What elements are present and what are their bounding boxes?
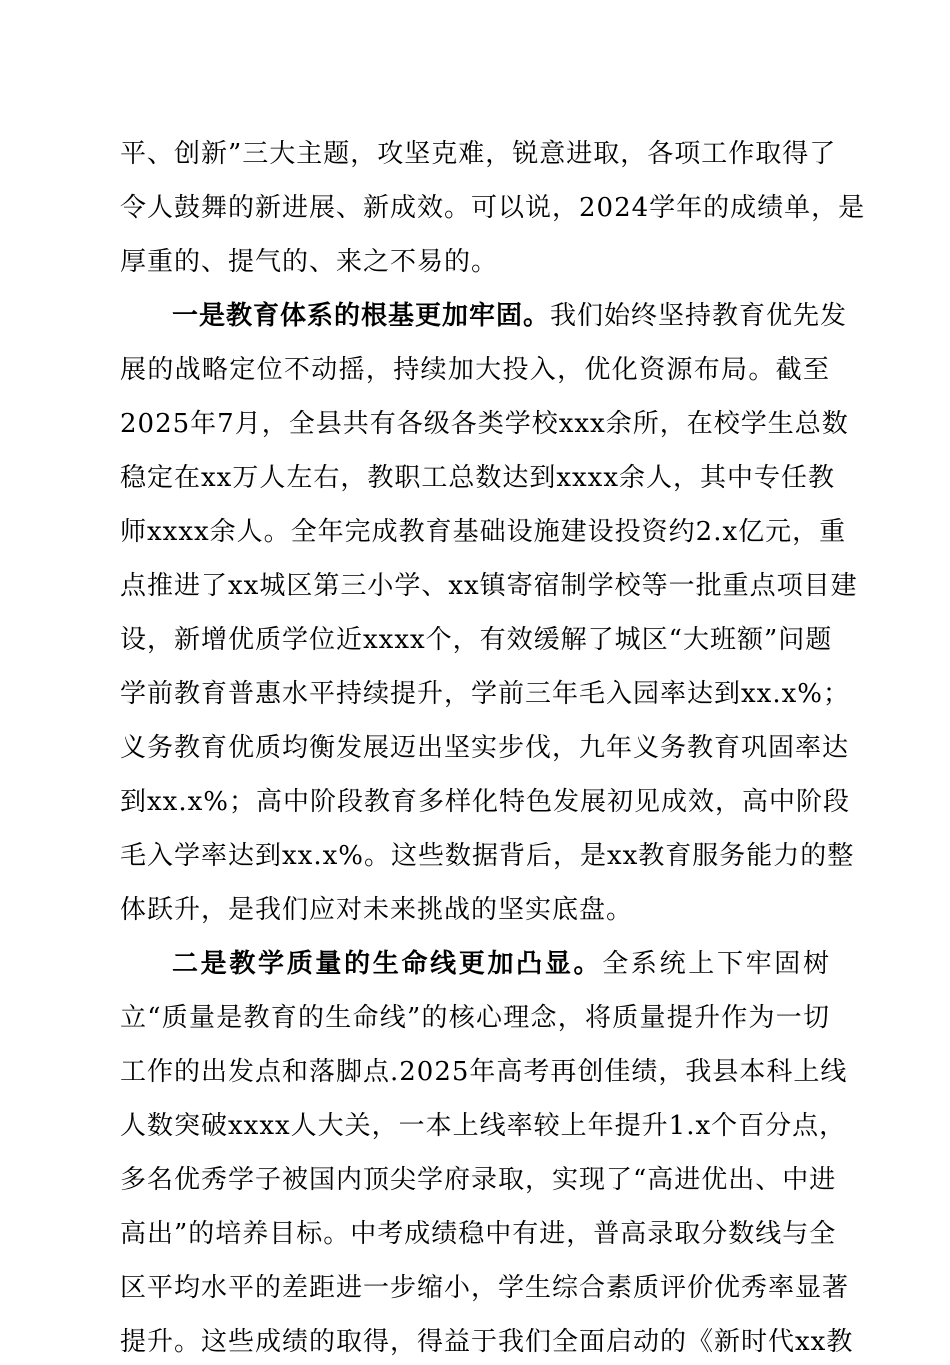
text-line <box>0 563 950 609</box>
line-text: 体跃升，是我们应对未来挑战的坚实底盘。 <box>120 895 634 925</box>
text-line <box>0 347 950 393</box>
line-text: 高出”的培养目标。中考成绩稳中有进，普高录取分数线与全 <box>120 1219 837 1249</box>
line-text: 师xxxx余人。全年完成教育基础设施建设投资约2.x亿元，重 <box>120 517 847 547</box>
text-line <box>0 1265 950 1311</box>
paragraph-first-line-text <box>172 293 848 339</box>
line-text: 点推进了xx城区第三小学、xx镇寄宿制学校等一批重点项目建 <box>120 571 858 601</box>
line-text: 提升。这些成绩的取得，得益于我们全面启动的《新时代xx教 <box>120 1327 854 1357</box>
text-line <box>0 887 950 933</box>
text-line <box>0 725 950 771</box>
line-text: 厚重的、提气的、来之不易的。 <box>120 247 499 277</box>
text-line <box>0 131 950 177</box>
text-line <box>0 1211 950 1257</box>
line-text: 毛入学率达到xx.x%。这些数据背后，是xx教育服务能力的整 <box>120 841 855 871</box>
text-line <box>0 185 950 231</box>
paragraph-first-line <box>0 941 950 987</box>
text-line <box>0 779 950 825</box>
text-line <box>0 1157 950 1203</box>
line-text: 工作的出发点和落脚点.2025年高考再创佳绩，我县本科上线 <box>120 1057 848 1087</box>
text-line <box>0 509 950 555</box>
line-text: 2025年7月，全县共有各级各类学校xxx余所，在校学生总数 <box>120 409 849 439</box>
text-line <box>0 239 950 285</box>
line-text: 平、创新”三大主题，攻坚克难，锐意进取，各项工作取得了 <box>120 139 837 169</box>
line-text: 设，新增优质学位近xxxx个，有效缓解了城区“大班额”问题 <box>120 625 833 655</box>
paragraph-heading: 一是教育体系的根基更加牢固。 <box>172 301 551 331</box>
paragraph-first-line-text <box>172 941 830 987</box>
text-line <box>0 455 950 501</box>
line-text: 多名优秀学子被国内顶尖学府录取，实现了“高进优出、中进 <box>120 1165 837 1195</box>
text-line <box>0 401 950 447</box>
line-text: 到xx.x%；高中阶段教育多样化特色发展初见成效，高中阶段 <box>120 787 850 817</box>
paragraph-first-line-rest: 全系统上下牢固树 <box>602 949 830 979</box>
line-text: 区平均水平的差距进一步缩小，学生综合素质评价优秀率显著 <box>120 1273 850 1303</box>
line-text: 义务教育优质均衡发展迈出坚实步伐，九年义务教育巩固率达 <box>120 733 850 763</box>
text-line <box>0 1103 950 1149</box>
text-line <box>0 671 950 717</box>
paragraph-heading: 二是教学质量的生命线更加凸显。 <box>172 949 603 979</box>
text-line <box>0 995 950 1041</box>
line-text: 展的战略定位不动摇，持续加大投入，优化资源布局。截至 <box>120 355 830 385</box>
line-text: 学前教育普惠水平持续提升，学前三年毛入园率达到xx.x%； <box>120 679 850 709</box>
line-text: 稳定在xx万人左右，教职工总数达到xxxx余人，其中专任教 <box>120 463 835 493</box>
text-line <box>0 1049 950 1095</box>
line-text: 立“质量是教育的生命线”的核心理念，将质量提升作为一切 <box>120 1003 830 1033</box>
text-line <box>0 833 950 879</box>
text-line <box>0 617 950 663</box>
paragraph-first-line-rest: 我们始终坚持教育优先发 <box>550 301 848 331</box>
text-line <box>0 1319 950 1365</box>
line-text: 令人鼓舞的新进展、新成效。可以说，2024学年的成绩单，是 <box>120 193 866 223</box>
paragraph-first-line <box>0 293 950 339</box>
line-text: 人数突破xxxx人大关，一本上线率较上年提升1.x个百分点， <box>120 1111 847 1141</box>
